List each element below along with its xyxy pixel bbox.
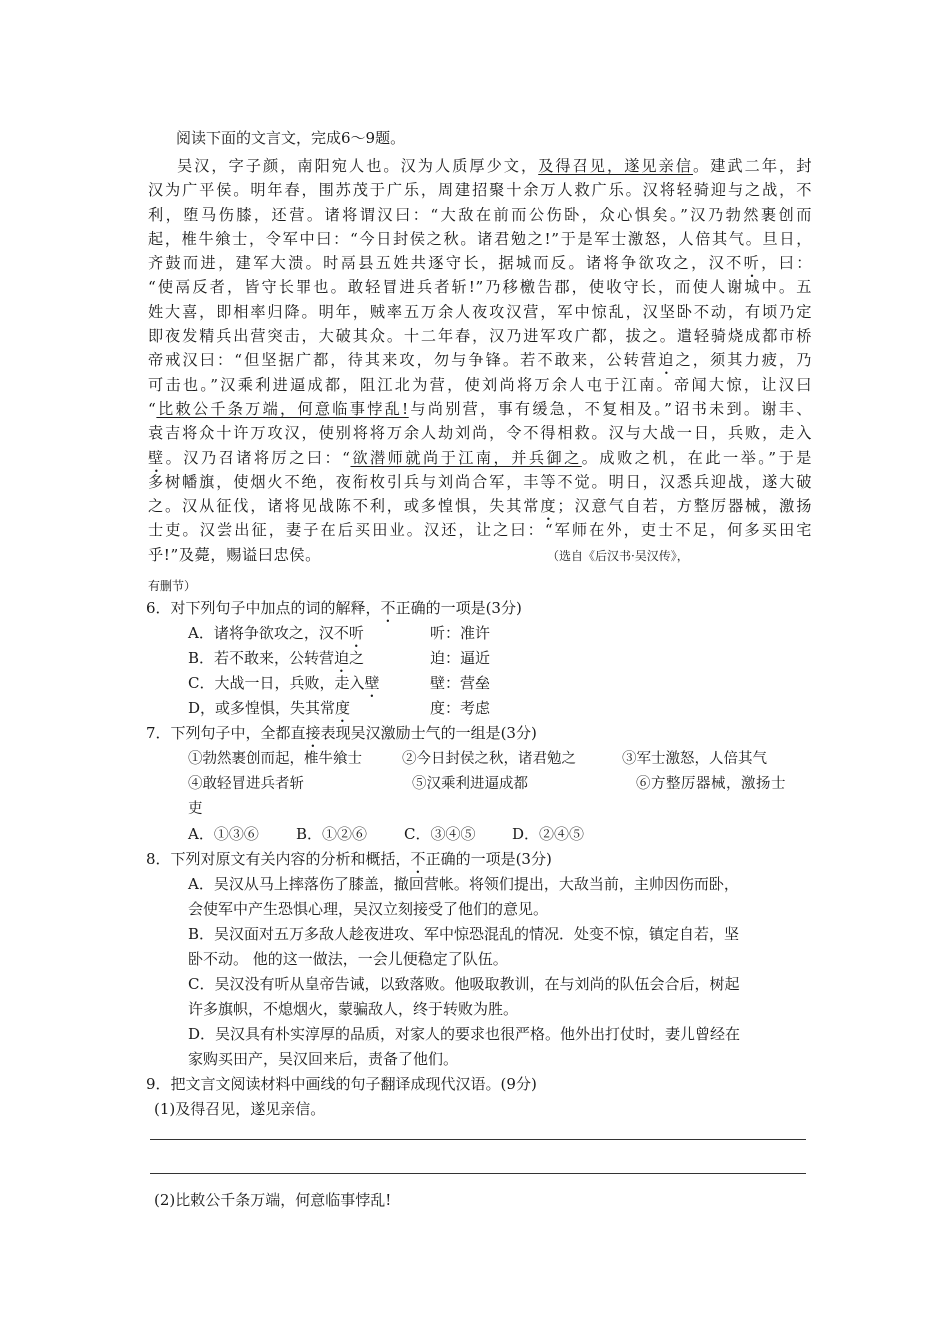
passage-line: 即夜发精兵出营突击，大破其众。十二年春，汉乃进军攻广都，拔之。遣轻骑烧成都市桥 [148,327,812,346]
underlined-sentence-3: 欲潜师就尚于江南，并兵御之 [350,448,582,467]
question-7-stem: 7．下列句子中，全都直接表现吴汉激励士气的一组是(3分) [146,724,537,742]
question-6-option-d-gloss: 度：考虑 [430,699,491,717]
passage-line: 吴汉，字子颜，南阳宛人也。汉为人质厚少文，及得召见，遂见亲信。建武二年，封 [177,157,813,175]
question-6-option-c-gloss: 壁：营垒 [430,674,491,692]
underlined-sentence-2: 比敕公千条万端，何意临事悖乱! [156,399,409,418]
passage-line: “使鬲反者，皆守长罪也。敢轻冒进兵者斩!”乃移檄告郡，使收守长，而使人谢城中。五 [148,278,812,297]
question-7-option-c[interactable]: C．③④⑤ [404,825,476,843]
question-7-option-d[interactable]: D．②④⑤ [512,825,585,843]
question-8-option-a[interactable]: A．吴汉从马上摔落伤了膝盖，撤回营帐。将领们提出，大敌当前，主帅因伤而卧， [188,875,739,893]
question-8-option-b-cont: 卧不动。 他的这一做法，一会儿便稳定了队伍。 [188,950,508,968]
passage-line: 姓大喜，即相率归降。明年，贼率五万余人夜攻汉营，军中惊乱，汉坚卧不动，有顷乃定 [148,302,812,321]
question-7-option-b[interactable]: B．①②⑥ [296,825,368,843]
passage-line: 可击也。”汉乘利进逼成都，阻江北为营，使刘尚将万余人屯于江南。帝闻大惊，让汉曰 [148,375,812,394]
question-6-option-b-gloss: 迫：逼近 [430,649,491,667]
passage-line: 多树幡旗，使烟火不绝，夜衔枚引兵与刘尚合军，丰等不觉。明日，汉悉兵迎战，遂大破 [148,472,812,491]
question-7-item-4: ④敢轻冒进兵者斩 [188,776,304,792]
passage-line: 乎!”及薨，赐谥曰忠侯。 （选自《后汉书·吴汉传》， [148,545,689,564]
passage-line: 利，堕马伤膝，还营。诸将谓汉曰：“大敌在前而公伤卧，众心惧矣。”汉乃勃然裹创而 [148,205,812,224]
question-6-option-a-gloss: 听：准许 [430,624,491,642]
question-9-sentence-2: (2)比敕公千条万端，何意临事悖乱! [154,1191,392,1209]
source-citation: （选自《后汉书·吴汉传》， [546,548,689,563]
question-6-option-b[interactable]: B．若不敢来，公转营迫之 [188,649,365,667]
answer-line[interactable] [150,1139,806,1140]
question-7-item-3: ③军士激怒，人倍其气 [622,751,767,767]
question-7-item-5: ⑤汉乘利进逼成都 [412,776,528,792]
question-7-item-1: ①勃然裹创而起，椎牛飨士 [188,751,362,767]
underlined-sentence-1: 及得召见，遂见亲信 [538,157,694,175]
question-6-option-a[interactable]: A．诸将争欲攻之，汉不听 [188,624,364,642]
question-8-stem: 8．下列对原文有关内容的分析和概括，不正确的一项是(3分) [146,850,552,868]
passage-line: 齐鼓而进，建军大溃。时鬲县五姓共逐守长，据城而反。诸将争欲攻之，汉不听，曰： [148,254,812,273]
question-8-option-a-cont: 会使军中产生恐惧心理，吴汉立刻接受了他们的意见。 [188,900,549,918]
question-6-option-d[interactable]: D，或多惶惧，失其常度 [188,699,351,717]
question-7-item-6: ⑥方整厉器械，激扬士 [636,776,786,792]
source-citation-cont: 有删节） [148,579,197,593]
question-9-sentence-1: (1)及得召见，遂见亲信。 [154,1100,326,1118]
passage-line: 壁。汉乃召诸将厉之曰：“欲潜师就尚于江南，并兵御之。成败之机，在此一举。”于是 [148,448,812,467]
classical-passage [148,154,812,567]
question-8-option-c[interactable]: C．吴汉没有听从皇帝告诫，以致落败。他吸取教训，在与刘尚的队伍会合后，树起 [188,975,740,993]
passage-line: 起，椎牛飨士，令军中曰：“今日封侯之秋。诸君勉之!”于是军士激怒，人倍其气。旦日， [148,229,812,248]
dotted-word-po: 迫 [658,351,676,370]
dotted-word-du: 度 [540,497,558,516]
reading-instruction: 阅读下面的文言文，完成6～9题。 [176,129,406,147]
passage-line: 帝戒汉曰：“但坚据广都，待其来攻，勿与争锋。若不敢来，公转营迫之，须其力疲，乃 [148,351,812,370]
question-6-stem: 6．对下列句子中加点的词的解释，不正确的一项是(3分) [146,599,522,617]
passage-line: “比敕公千条万端，何意临事悖乱!与尚别营，事有缓急，不复相及。”诏书未到。谢丰、 [148,399,812,418]
dotted-word-ting: 听 [743,254,762,273]
question-7-option-a[interactable]: A．①③⑥ [188,825,259,843]
question-6-option-c[interactable]: C．大战一日，兵败，走入壁 [188,674,380,692]
dotted-word-bi: 壁 [148,448,166,467]
passage-line: 袁吉将众十许万攻汉，使别将将万余人劫刘尚，令不得相救。汉与大战一日，兵败，走入 [148,424,812,443]
question-8-option-d[interactable]: D．吴汉具有朴实淳厚的品质，对家人的要求也很严格。他外出打仗时，妻儿曾经在 [188,1025,741,1043]
answer-line[interactable] [150,1173,806,1174]
question-7-item-2: ②今日封侯之秋，诸君勉之 [402,751,576,767]
question-8-option-b[interactable]: B．吴汉面对五万多敌人趁夜进攻、军中惊恐混乱的情况．处变不惊，镇定自若，坚 [188,925,740,943]
question-8-option-c-cont: 许多旗帜，不熄烟火，蒙骗敌人，终于转败为胜。 [188,1000,519,1018]
passage-line: 汉为广平侯。明年春，围苏茂于广乐，周建招聚十余万人救广乐。汉将轻骑迎与之战，不 [148,181,812,200]
passage-line: 之。汉从征伐，诸将见战陈不利，或多惶惧，失其常度；汉意气自若，方整厉器械，激扬 [148,497,812,516]
question-9-stem: 9．把文言文阅读材料中画线的句子翻译成现代汉语。(9分) [146,1075,537,1093]
question-7-item-6-cont: 吏 [188,801,203,817]
question-8-option-d-cont: 家购买田产，吴汉回来后，责备了他们。 [188,1050,459,1068]
passage-line: 士吏。汉尝出征，妻子在后买田业。汉还，让之曰：“军师在外，吏士不足，何多买田宅 [148,521,812,540]
